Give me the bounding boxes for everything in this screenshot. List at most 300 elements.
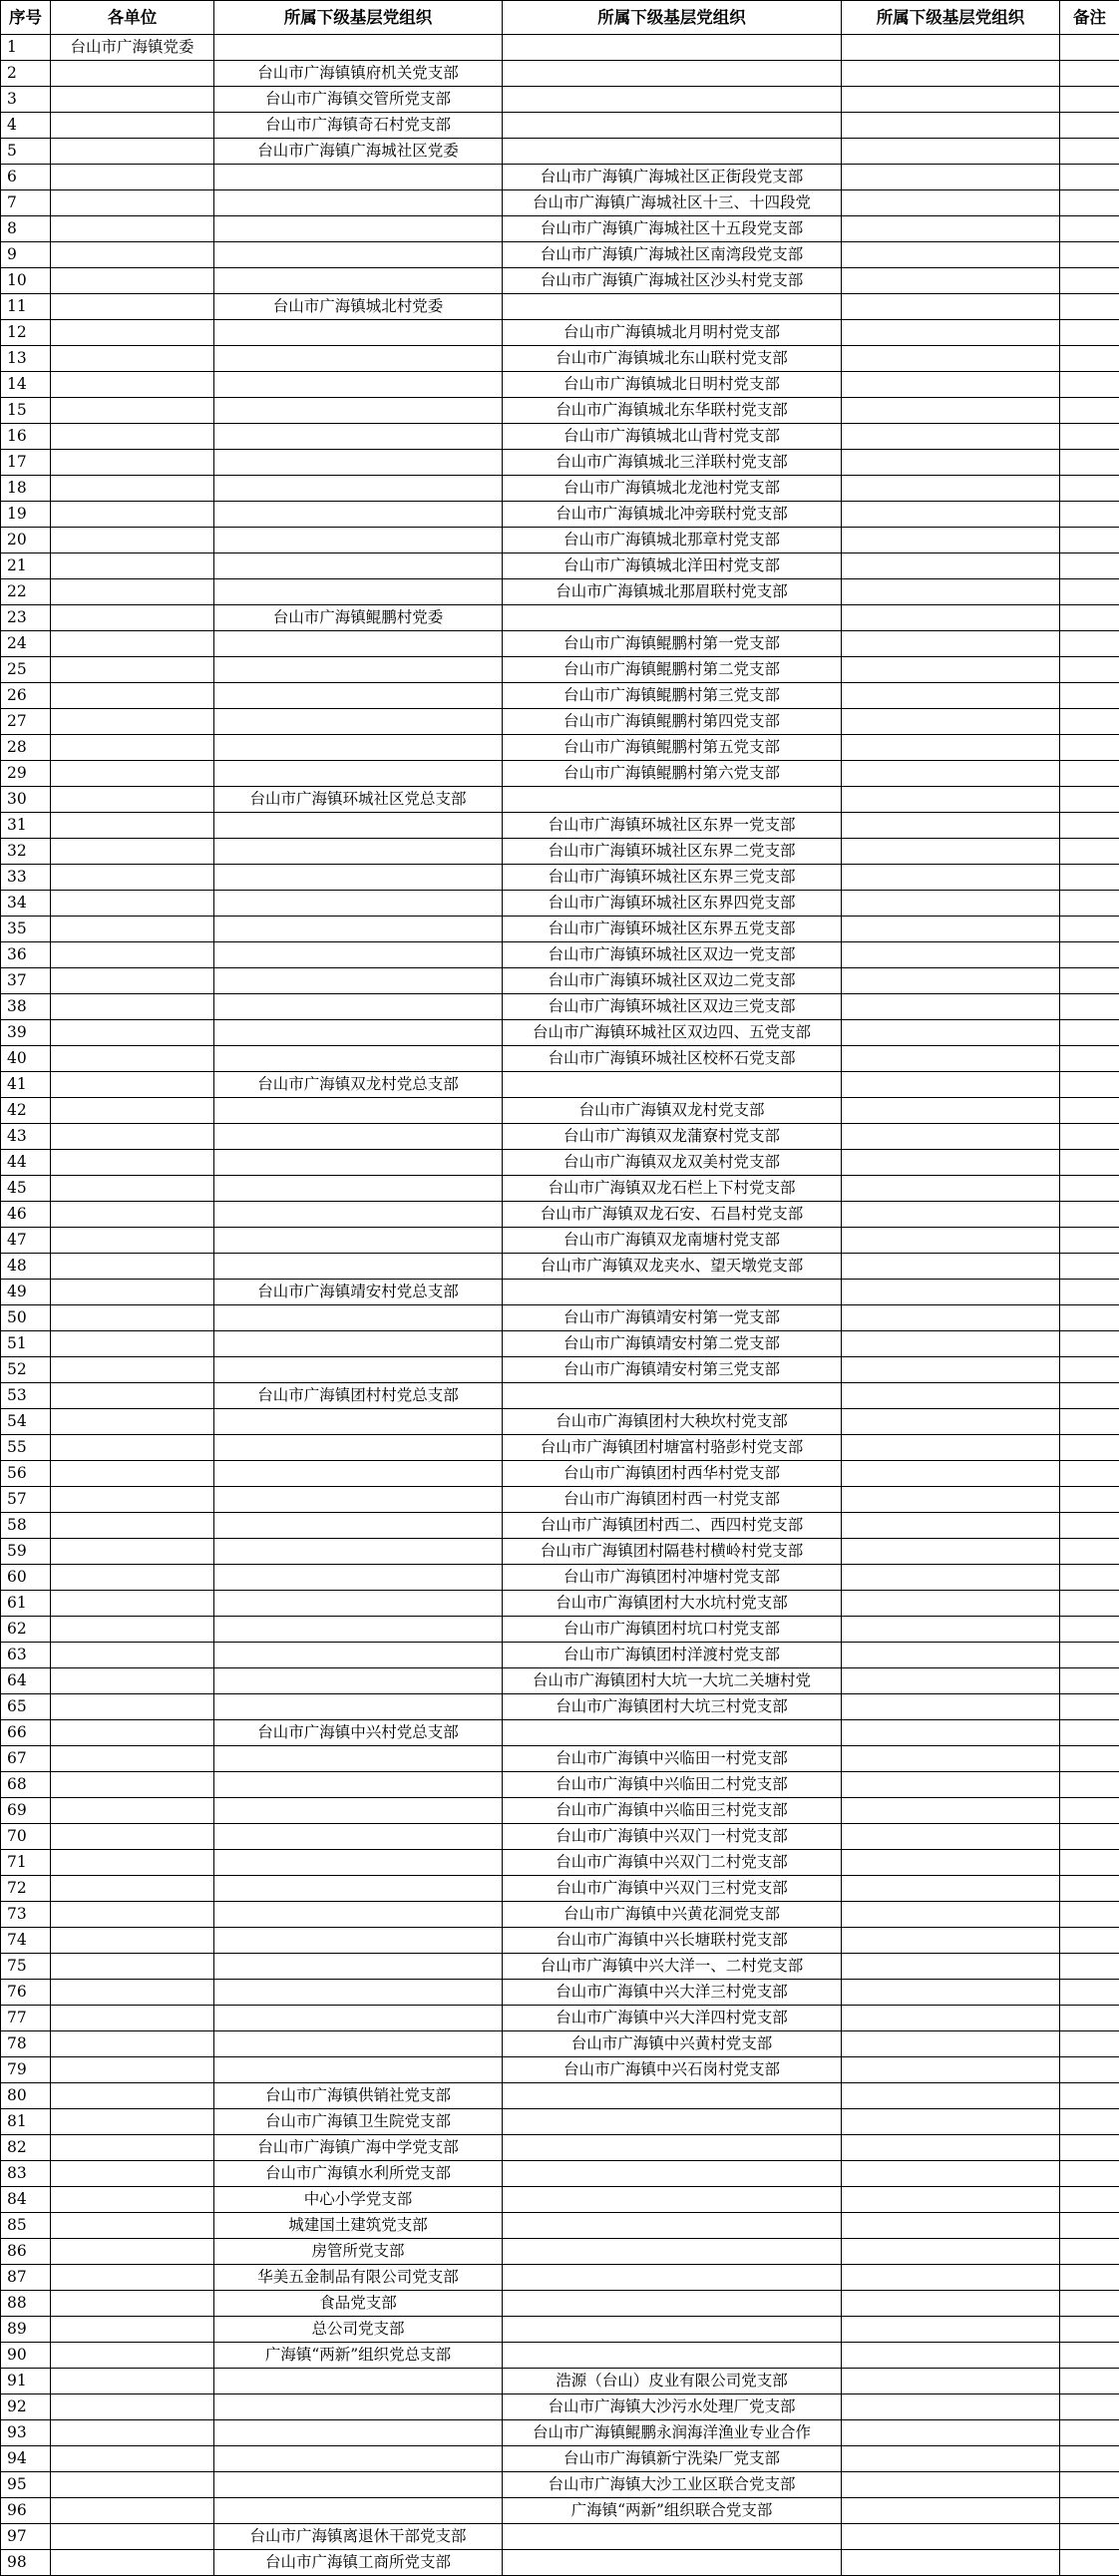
organization-name-cell: 台山市广海镇供销社党支部 [214, 2083, 503, 2109]
empty-cell [842, 2472, 1060, 2498]
empty-cell [51, 813, 214, 839]
remarks-cell [1060, 268, 1119, 294]
table-row [1, 242, 1119, 268]
organization-name-cell: 台山市广海镇团村大坑一大坑二关塘村党 [503, 1668, 842, 1694]
organization-name-cell: 台山市广海镇团村冲塘村党支部 [503, 1565, 842, 1591]
empty-cell [842, 35, 1060, 61]
table-row [1, 1720, 1119, 1746]
table-row [1, 1617, 1119, 1643]
empty-cell [842, 917, 1060, 942]
empty-cell [503, 2135, 842, 2161]
table-row [1, 839, 1119, 865]
empty-cell [214, 35, 503, 61]
empty-cell [51, 1409, 214, 1435]
remarks-cell [1060, 424, 1119, 450]
empty-cell [214, 320, 503, 346]
remarks-cell [1060, 968, 1119, 994]
empty-cell [214, 1487, 503, 1513]
empty-cell [51, 2317, 214, 2343]
table-row [1, 1254, 1119, 1280]
organization-name-cell: 台山市广海镇鲲鹏村第五党支部 [503, 735, 842, 761]
empty-cell [842, 398, 1060, 424]
organization-name-cell: 食品党支部 [214, 2291, 503, 2317]
remarks-cell [1060, 1617, 1119, 1643]
remarks-cell [1060, 1668, 1119, 1694]
organization-name-cell: 总公司党支部 [214, 2317, 503, 2343]
serial-no-cell: 9 [1, 242, 51, 268]
table-row [1, 1824, 1119, 1850]
empty-cell [214, 1202, 503, 1228]
empty-cell [51, 87, 214, 113]
empty-cell [214, 1409, 503, 1435]
remarks-cell [1060, 476, 1119, 502]
organization-name-cell: 台山市广海镇双龙村党总支部 [214, 1072, 503, 1098]
empty-cell [51, 1928, 214, 1954]
serial-no-cell: 90 [1, 2343, 51, 2369]
remarks-cell [1060, 2265, 1119, 2291]
organization-name-cell: 台山市广海镇团村洋渡村党支部 [503, 1643, 842, 1668]
organization-name-cell: 台山市广海镇环城社区双边三党支部 [503, 994, 842, 1020]
empty-cell [503, 2083, 842, 2109]
empty-cell [842, 1072, 1060, 1098]
organization-name-cell: 台山市广海镇团村西一村党支部 [503, 1487, 842, 1513]
serial-no-cell: 89 [1, 2317, 51, 2343]
empty-cell [842, 813, 1060, 839]
empty-cell [214, 865, 503, 891]
empty-cell [214, 1176, 503, 1202]
empty-cell [842, 2109, 1060, 2135]
organization-name-cell: 中心小学党支部 [214, 2187, 503, 2213]
table-row [1, 1357, 1119, 1383]
empty-cell [214, 839, 503, 865]
remarks-cell [1060, 994, 1119, 1020]
empty-cell [51, 631, 214, 657]
empty-cell [842, 839, 1060, 865]
organization-name-cell: 台山市广海镇双龙夹水、望天墩党支部 [503, 1254, 842, 1280]
organization-name-cell: 台山市广海镇中兴双门三村党支部 [503, 1876, 842, 1902]
organization-name-cell: 台山市广海镇中兴大洋四村党支部 [503, 2006, 842, 2031]
empty-cell [842, 1513, 1060, 1539]
empty-cell [842, 761, 1060, 787]
empty-cell [842, 2550, 1060, 2576]
header-row [1, 1, 1119, 35]
empty-cell [842, 165, 1060, 190]
empty-cell [51, 242, 214, 268]
serial-no-cell: 88 [1, 2291, 51, 2317]
table-row [1, 1643, 1119, 1668]
table-row [1, 1487, 1119, 1513]
empty-cell [503, 1383, 842, 1409]
empty-cell [51, 1824, 214, 1850]
empty-cell [503, 1720, 842, 1746]
organization-name-cell: 台山市广海镇鲲鹏村第一党支部 [503, 631, 842, 657]
empty-cell [214, 1694, 503, 1720]
empty-cell [503, 2317, 842, 2343]
table-row [1, 2524, 1119, 2550]
empty-cell [842, 1591, 1060, 1617]
header-remarks: 备注 [1060, 1, 1119, 35]
serial-no-cell: 57 [1, 1487, 51, 1513]
empty-cell [51, 476, 214, 502]
table-row [1, 1409, 1119, 1435]
remarks-cell [1060, 1409, 1119, 1435]
organization-name-cell: 台山市广海镇城北洋田村党支部 [503, 553, 842, 579]
remarks-cell [1060, 1124, 1119, 1150]
empty-cell [51, 735, 214, 761]
table-row [1, 476, 1119, 502]
empty-cell [842, 865, 1060, 891]
serial-no-cell: 75 [1, 1954, 51, 1980]
remarks-cell [1060, 528, 1119, 553]
empty-cell [51, 1565, 214, 1591]
empty-cell [51, 139, 214, 165]
empty-cell [51, 2057, 214, 2083]
empty-cell [842, 2524, 1060, 2550]
serial-no-cell: 21 [1, 553, 51, 579]
remarks-cell [1060, 1487, 1119, 1513]
empty-cell [214, 1098, 503, 1124]
empty-cell [842, 709, 1060, 735]
remarks-cell [1060, 2083, 1119, 2109]
table-row [1, 1746, 1119, 1772]
organization-name-cell: 台山市广海镇双龙石栏上下村党支部 [503, 1176, 842, 1202]
empty-cell [842, 1798, 1060, 1824]
remarks-cell [1060, 2394, 1119, 2420]
empty-cell [214, 1020, 503, 1046]
organization-name-cell: 台山市广海镇双龙双美村党支部 [503, 1150, 842, 1176]
empty-cell [51, 1980, 214, 2006]
empty-cell [503, 2291, 842, 2317]
empty-cell [842, 2343, 1060, 2369]
serial-no-cell: 54 [1, 1409, 51, 1435]
table-row [1, 942, 1119, 968]
remarks-cell [1060, 2057, 1119, 2083]
empty-cell [51, 1694, 214, 1720]
empty-cell [214, 813, 503, 839]
empty-cell [51, 2550, 214, 2576]
empty-cell [842, 2394, 1060, 2420]
remarks-cell [1060, 61, 1119, 87]
empty-cell [842, 1565, 1060, 1591]
table-row [1, 1668, 1119, 1694]
serial-no-cell: 23 [1, 605, 51, 631]
remarks-cell [1060, 190, 1119, 216]
table-row [1, 2420, 1119, 2446]
table-row [1, 1461, 1119, 1487]
empty-cell [51, 2369, 214, 2394]
empty-cell [51, 424, 214, 450]
empty-cell [842, 450, 1060, 476]
empty-cell [214, 2369, 503, 2394]
empty-cell [842, 1902, 1060, 1928]
empty-cell [842, 994, 1060, 1020]
serial-no-cell: 19 [1, 502, 51, 528]
empty-cell [842, 113, 1060, 139]
table-row [1, 398, 1119, 424]
remarks-cell [1060, 2187, 1119, 2213]
empty-cell [503, 2550, 842, 2576]
table-row [1, 113, 1119, 139]
organization-name-cell: 台山市广海镇靖安村党总支部 [214, 1280, 503, 1305]
empty-cell [51, 1305, 214, 1331]
serial-no-cell: 49 [1, 1280, 51, 1305]
serial-no-cell: 80 [1, 2083, 51, 2109]
serial-no-cell: 67 [1, 1746, 51, 1772]
serial-no-cell: 44 [1, 1150, 51, 1176]
remarks-cell [1060, 2446, 1119, 2472]
serial-no-cell: 27 [1, 709, 51, 735]
empty-cell [214, 735, 503, 761]
empty-cell [842, 2161, 1060, 2187]
organization-name-cell: 台山市广海镇中兴临田二村党支部 [503, 1772, 842, 1798]
empty-cell [503, 2187, 842, 2213]
empty-cell [842, 502, 1060, 528]
header-sub-org-level-1: 所属下级基层党组织 [214, 1, 503, 35]
empty-cell [503, 294, 842, 320]
serial-no-cell: 11 [1, 294, 51, 320]
serial-no-cell: 53 [1, 1383, 51, 1409]
empty-cell [214, 1591, 503, 1617]
empty-cell [503, 2239, 842, 2265]
empty-cell [51, 1746, 214, 1772]
serial-no-cell: 50 [1, 1305, 51, 1331]
empty-cell [842, 1617, 1060, 1643]
organization-name-cell: 台山市广海镇靖安村第三党支部 [503, 1357, 842, 1383]
remarks-cell [1060, 1798, 1119, 1824]
organization-name-cell: 台山市广海镇环城社区东界一党支部 [503, 813, 842, 839]
empty-cell [214, 1539, 503, 1565]
remarks-cell [1060, 942, 1119, 968]
table-row [1, 1513, 1119, 1539]
empty-cell [51, 2524, 214, 2550]
remarks-cell [1060, 2498, 1119, 2524]
empty-cell [503, 2213, 842, 2239]
empty-cell [214, 1357, 503, 1383]
empty-cell [842, 1772, 1060, 1798]
empty-cell [214, 709, 503, 735]
table-row [1, 1046, 1119, 1072]
empty-cell [503, 2343, 842, 2369]
empty-cell [214, 1928, 503, 1954]
remarks-cell [1060, 1772, 1119, 1798]
serial-no-cell: 61 [1, 1591, 51, 1617]
empty-cell [214, 2031, 503, 2057]
empty-cell [51, 1020, 214, 1046]
table-row [1, 735, 1119, 761]
empty-cell [51, 1720, 214, 1746]
empty-cell [51, 1280, 214, 1305]
empty-cell [503, 1072, 842, 1098]
organization-name-cell: 台山市广海镇离退休干部党支部 [214, 2524, 503, 2550]
empty-cell [51, 1254, 214, 1280]
table-row [1, 761, 1119, 787]
empty-cell [51, 1850, 214, 1876]
serial-no-cell: 97 [1, 2524, 51, 2550]
organization-name-cell: 台山市广海镇中兴临田一村党支部 [503, 1746, 842, 1772]
organization-name-cell: 台山市广海镇大沙工业区联合党支部 [503, 2472, 842, 2498]
serial-no-cell: 66 [1, 1720, 51, 1746]
serial-no-cell: 20 [1, 528, 51, 553]
remarks-cell [1060, 346, 1119, 372]
empty-cell [214, 476, 503, 502]
remarks-cell [1060, 1357, 1119, 1383]
serial-no-cell: 91 [1, 2369, 51, 2394]
empty-cell [842, 346, 1060, 372]
empty-cell [214, 372, 503, 398]
empty-cell [842, 294, 1060, 320]
empty-cell [214, 1772, 503, 1798]
empty-cell [51, 2187, 214, 2213]
serial-no-cell: 68 [1, 1772, 51, 1798]
table-row [1, 1098, 1119, 1124]
empty-cell [214, 2498, 503, 2524]
empty-cell [503, 113, 842, 139]
organization-name-cell: 台山市广海镇水利所党支部 [214, 2161, 503, 2187]
table-row [1, 1176, 1119, 1202]
remarks-cell [1060, 502, 1119, 528]
organization-name-cell: 台山市广海镇团村西华村党支部 [503, 1461, 842, 1487]
remarks-cell [1060, 398, 1119, 424]
empty-cell [503, 2524, 842, 2550]
empty-cell [842, 2498, 1060, 2524]
organization-name-cell: 台山市广海镇环城社区党总支部 [214, 787, 503, 813]
organization-name-cell: 城建国土建筑党支部 [214, 2213, 503, 2239]
serial-no-cell: 17 [1, 450, 51, 476]
serial-no-cell: 85 [1, 2213, 51, 2239]
empty-cell [214, 1124, 503, 1150]
organization-name-cell: 台山市广海镇团村塘富村骆彭村党支部 [503, 1435, 842, 1461]
empty-cell [51, 1383, 214, 1409]
empty-cell [51, 2239, 214, 2265]
organization-name-cell: 台山市广海镇城北村党委 [214, 294, 503, 320]
remarks-cell [1060, 35, 1119, 61]
serial-no-cell: 41 [1, 1072, 51, 1098]
organization-name-cell: 台山市广海镇广海城社区南湾段党支部 [503, 242, 842, 268]
table-row [1, 1331, 1119, 1357]
organization-name-cell: 台山市广海镇工商所党支部 [214, 2550, 503, 2576]
table-row [1, 216, 1119, 242]
remarks-cell [1060, 1305, 1119, 1331]
empty-cell [842, 1694, 1060, 1720]
remarks-cell [1060, 1539, 1119, 1565]
remarks-cell [1060, 917, 1119, 942]
empty-cell [51, 1228, 214, 1254]
organization-name-cell: 台山市广海镇城北三洋联村党支部 [503, 450, 842, 476]
organization-name-cell: 房管所党支部 [214, 2239, 503, 2265]
empty-cell [842, 1850, 1060, 1876]
header-unit: 各单位 [51, 1, 214, 35]
empty-cell [842, 2265, 1060, 2291]
remarks-cell [1060, 761, 1119, 787]
empty-cell [214, 1876, 503, 1902]
empty-cell [842, 1746, 1060, 1772]
table-row [1, 2083, 1119, 2109]
remarks-cell [1060, 1435, 1119, 1461]
empty-cell [51, 2161, 214, 2187]
remarks-cell [1060, 1331, 1119, 1357]
organization-name-cell: 台山市广海镇团村大水坑村党支部 [503, 1591, 842, 1617]
empty-cell [51, 190, 214, 216]
table-row [1, 994, 1119, 1020]
table-row [1, 1928, 1119, 1954]
empty-cell [842, 942, 1060, 968]
empty-cell [842, 528, 1060, 553]
empty-cell [842, 216, 1060, 242]
serial-no-cell: 29 [1, 761, 51, 787]
serial-no-cell: 84 [1, 2187, 51, 2213]
organization-name-cell: 台山市广海镇大沙污水处理厂党支部 [503, 2394, 842, 2420]
header-sub-org-level-3: 所属下级基层党组织 [842, 1, 1060, 35]
table-row [1, 1202, 1119, 1228]
organization-name-cell: 台山市广海镇城北龙池村党支部 [503, 476, 842, 502]
empty-cell [842, 657, 1060, 683]
table-row [1, 1565, 1119, 1591]
empty-cell [503, 605, 842, 631]
empty-cell [51, 2213, 214, 2239]
serial-no-cell: 42 [1, 1098, 51, 1124]
remarks-cell [1060, 1720, 1119, 1746]
organization-name-cell: 台山市广海镇团村村党总支部 [214, 1383, 503, 1409]
remarks-cell [1060, 1694, 1119, 1720]
empty-cell [214, 242, 503, 268]
organization-name-cell: 台山市广海镇广海城社区十五段党支部 [503, 216, 842, 242]
organization-name-cell: 台山市广海镇城北那章村党支部 [503, 528, 842, 553]
empty-cell [51, 1954, 214, 1980]
empty-cell [51, 2420, 214, 2446]
organization-name-cell: 台山市广海镇环城社区东界四党支部 [503, 891, 842, 917]
remarks-cell [1060, 2239, 1119, 2265]
empty-cell [842, 1124, 1060, 1150]
remarks-cell [1060, 1202, 1119, 1228]
organization-name-cell: 台山市广海镇广海城社区党委 [214, 139, 503, 165]
serial-no-cell: 52 [1, 1357, 51, 1383]
empty-cell [842, 242, 1060, 268]
table-row [1, 1383, 1119, 1409]
empty-cell [51, 1357, 214, 1383]
empty-cell [51, 1150, 214, 1176]
table-row [1, 2213, 1119, 2239]
organization-name-cell: 台山市广海镇广海城社区十三、十四段党 [503, 190, 842, 216]
table-row [1, 1020, 1119, 1046]
table-row [1, 1954, 1119, 1980]
empty-cell [214, 2420, 503, 2446]
serial-no-cell: 58 [1, 1513, 51, 1539]
serial-no-cell: 32 [1, 839, 51, 865]
empty-cell [842, 2239, 1060, 2265]
table-row [1, 424, 1119, 450]
serial-no-cell: 38 [1, 994, 51, 1020]
serial-no-cell: 56 [1, 1461, 51, 1487]
empty-cell [503, 61, 842, 87]
organization-name-cell: 台山市广海镇城北日明村党支部 [503, 372, 842, 398]
table-row [1, 657, 1119, 683]
table-row [1, 2472, 1119, 2498]
remarks-cell [1060, 87, 1119, 113]
serial-no-cell: 4 [1, 113, 51, 139]
table-row [1, 1850, 1119, 1876]
empty-cell [214, 165, 503, 190]
empty-cell [51, 891, 214, 917]
table-row [1, 2265, 1119, 2291]
serial-no-cell: 45 [1, 1176, 51, 1202]
table-row [1, 865, 1119, 891]
remarks-cell [1060, 1928, 1119, 1954]
table-row [1, 2446, 1119, 2472]
empty-cell [214, 2006, 503, 2031]
serial-no-cell: 77 [1, 2006, 51, 2031]
table-row [1, 1902, 1119, 1928]
empty-cell [842, 1954, 1060, 1980]
